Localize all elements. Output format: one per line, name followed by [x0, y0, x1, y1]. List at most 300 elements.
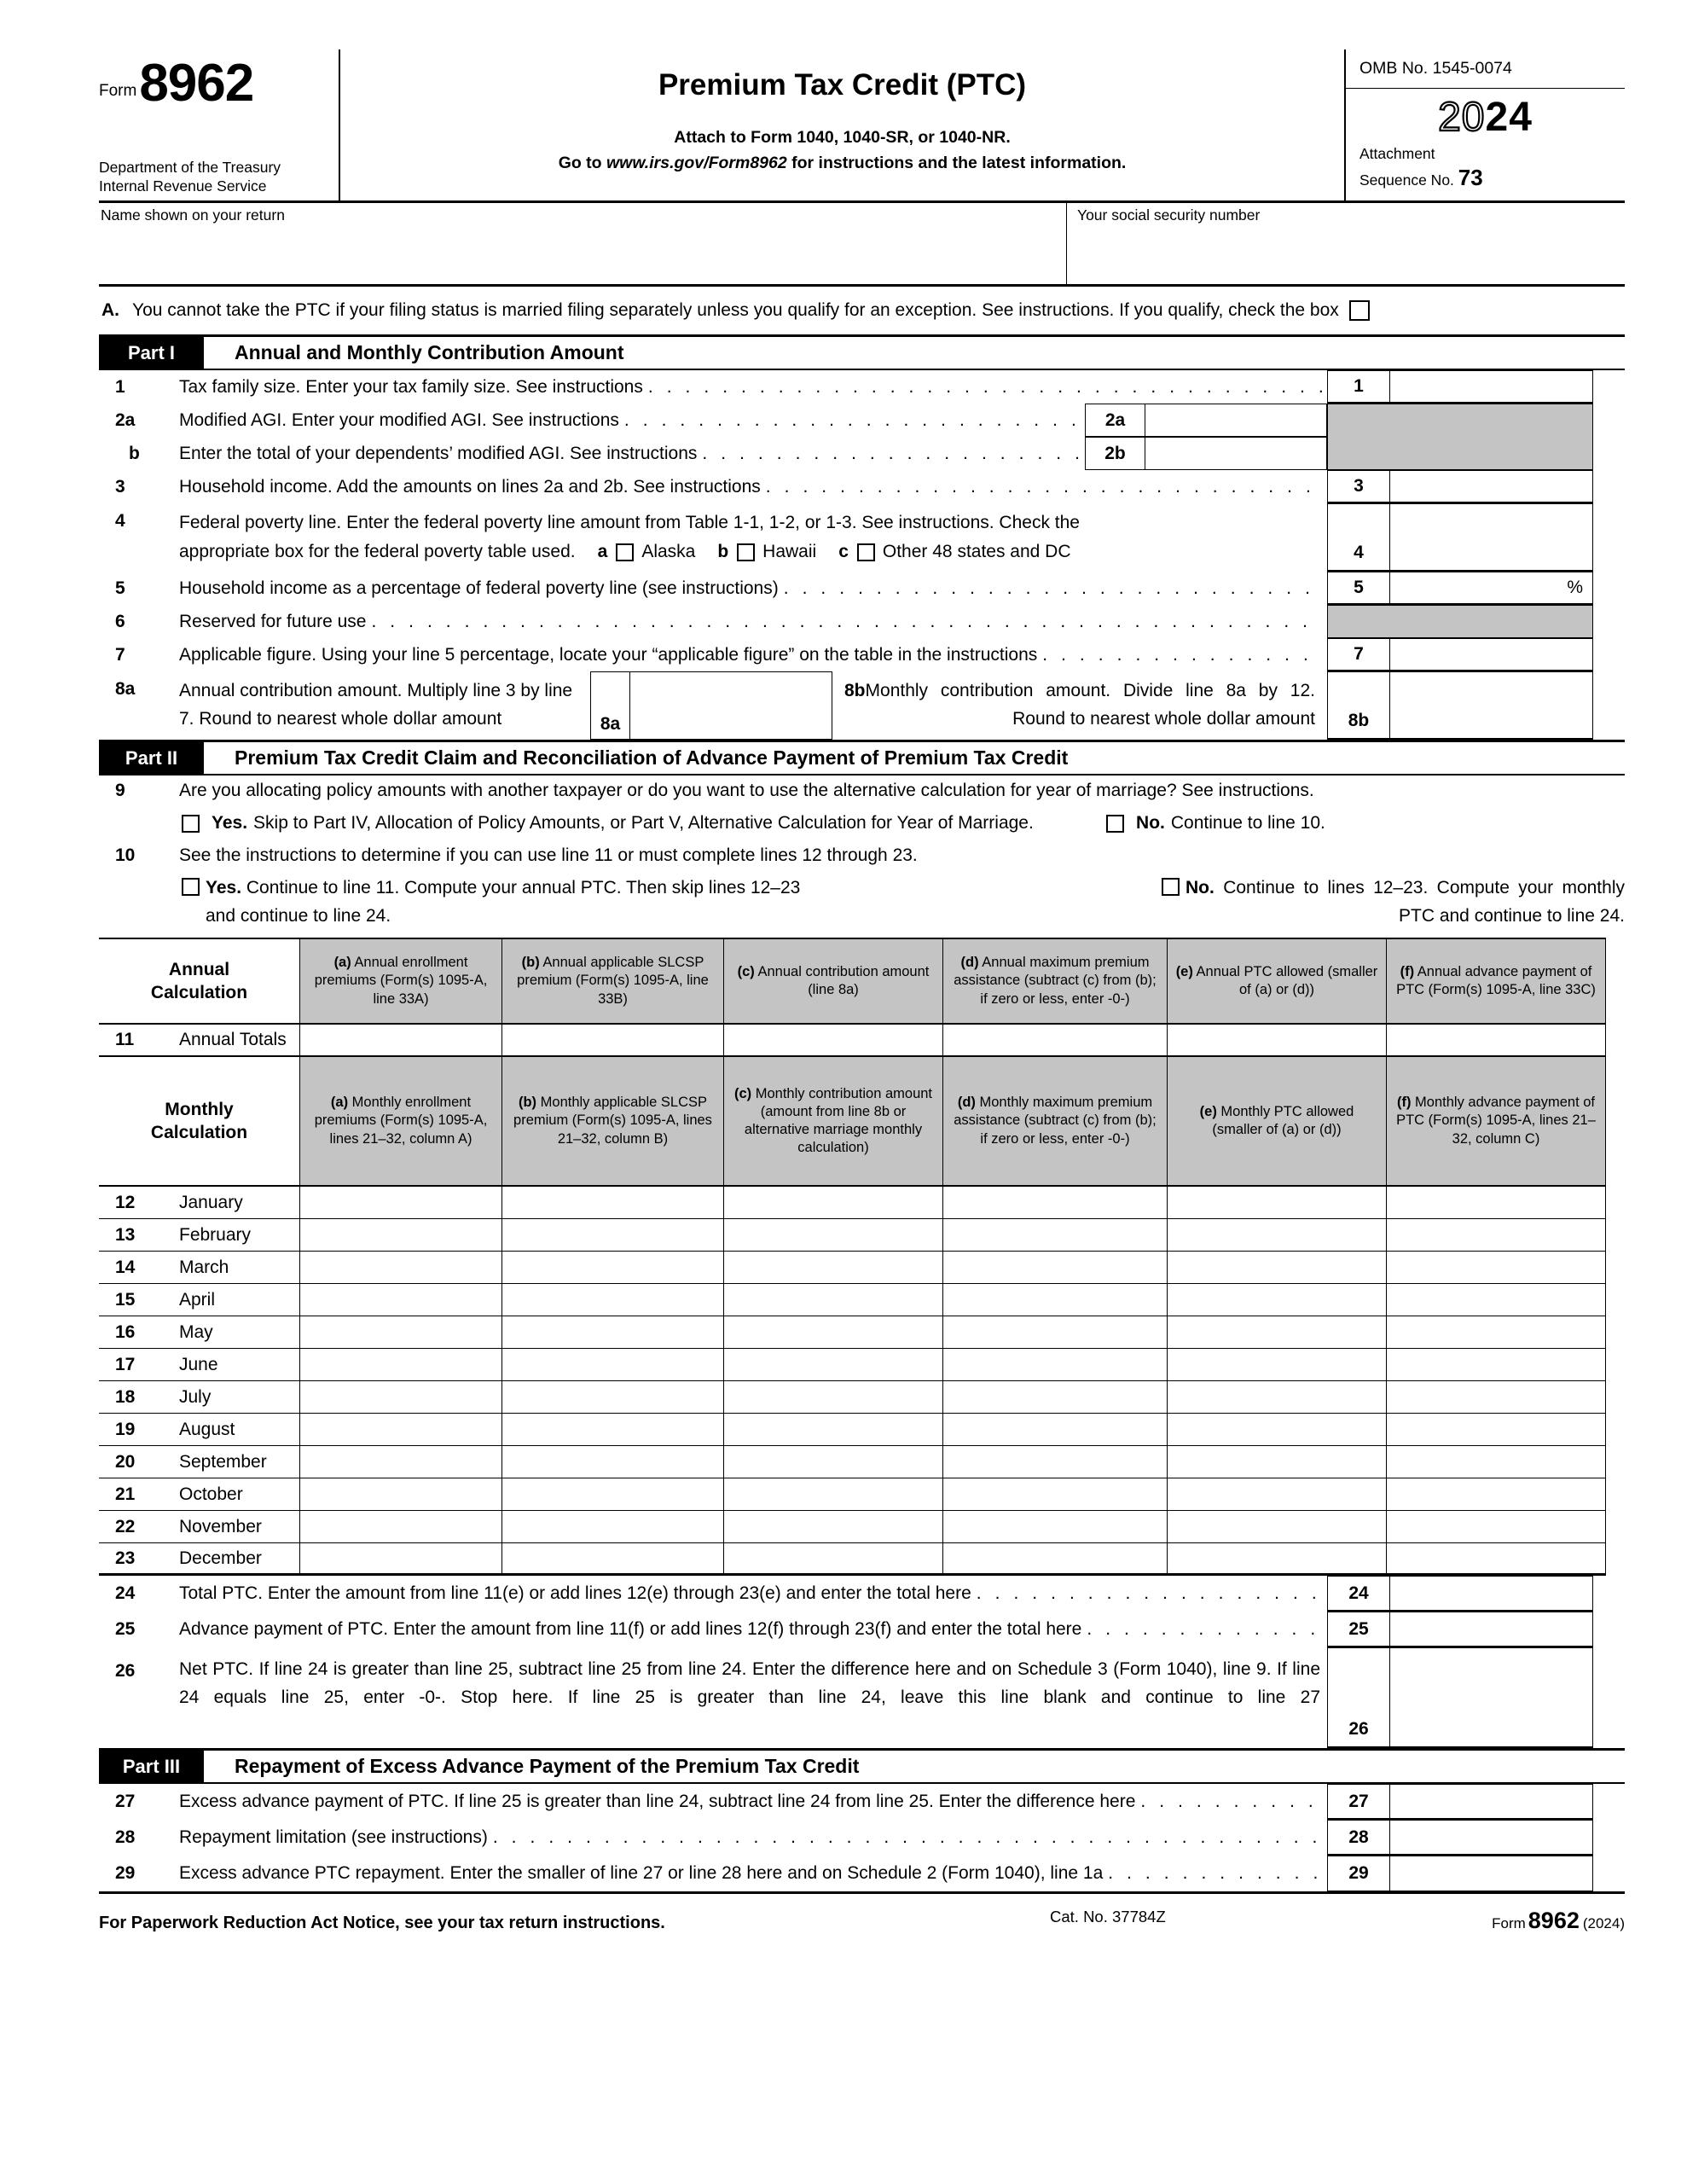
shaded-cell-6: [1327, 605, 1593, 638]
line-15b-entry[interactable]: [502, 1284, 724, 1316]
line-12d-entry[interactable]: [943, 1187, 1168, 1219]
line-15a-entry[interactable]: [300, 1284, 502, 1316]
month-row-october: 21 October: [99, 1478, 1606, 1511]
line10-no-group: [1162, 874, 1625, 930]
line-15e-entry[interactable]: [1168, 1284, 1387, 1316]
annual-header-row: [99, 939, 1606, 1025]
line-4-box: [1327, 503, 1593, 572]
line-25-entry[interactable]: [1390, 1612, 1592, 1646]
line-11a-entry[interactable]: [300, 1025, 502, 1057]
form-header: [99, 49, 1625, 203]
month-row-january: 12 January: [99, 1187, 1606, 1219]
line9-yes-label: Yes.: [212, 813, 248, 833]
line-8: [99, 671, 1625, 740]
line-2a-box-label: 2a: [1086, 404, 1145, 436]
line-29-box: [1327, 1856, 1593, 1891]
tax-year-outline: 20: [1438, 94, 1486, 140]
line-17d-entry[interactable]: [943, 1349, 1168, 1381]
annual-totals-label-cell: [99, 1025, 300, 1057]
annual-col-c-header: (c) Annual contribution amount (line 8a): [724, 939, 943, 1025]
attachment-sequence: [1346, 145, 1625, 191]
line10-yes-checkbox[interactable]: [182, 878, 200, 896]
line-27: [99, 1784, 1625, 1820]
line-22a-entry[interactable]: [300, 1511, 502, 1543]
line-18c-entry[interactable]: [724, 1381, 943, 1414]
line-25-text: Advance payment of PTC. Enter the amount from line 11(f) or add lines 12(f) through 23(f) and enter the total here: [179, 1619, 1082, 1639]
ssn-field-cell: [1066, 203, 1625, 284]
line-12e-entry[interactable]: [1168, 1187, 1387, 1219]
part2-label: Part II: [99, 742, 204, 774]
line-10: [99, 840, 1625, 871]
monthly-col-b-header: (b) Monthly applicable SLCSP premium (Form(s) 1095-A, lines 21–32, column B): [502, 1057, 724, 1187]
line-18d-entry[interactable]: [943, 1381, 1168, 1414]
line-20a-entry[interactable]: [300, 1446, 502, 1478]
name-label: Name shown on your return: [101, 206, 285, 224]
line-14b-entry[interactable]: [502, 1252, 724, 1284]
line9-yes-checkbox[interactable]: [182, 815, 200, 833]
line-21f-entry[interactable]: [1387, 1478, 1606, 1511]
line-9-text: Are you allocating policy amounts with another taxpayer or do you want to use the alternative calculation for year of marriage? See instructions.: [179, 781, 1314, 800]
footer-form-year: (2024): [1582, 1915, 1625, 1931]
line-11e-entry[interactable]: [1168, 1025, 1387, 1057]
line-18b-entry[interactable]: [502, 1381, 724, 1414]
annual-totals-row: [99, 1025, 1606, 1057]
hawaii-checkbox[interactable]: [737, 543, 755, 561]
part2-bar: [99, 740, 1625, 775]
line-23d-entry[interactable]: [943, 1543, 1168, 1576]
line-4: [99, 503, 1625, 572]
line-2b-number: b: [129, 443, 140, 463]
part1-bar: [99, 334, 1625, 370]
line-14f-entry[interactable]: [1387, 1252, 1606, 1284]
agency-line-2: Internal Revenue Service: [99, 177, 267, 195]
line-3-text: Household income. Add the amounts on lines 2a and 2b. See instructions: [179, 476, 761, 497]
line-20c-entry[interactable]: [724, 1446, 943, 1478]
monthly-col-a-header: (a) Monthly enrollment premiums (Form(s) 1095-A, lines 21–32, column A): [300, 1057, 502, 1187]
annual-col-f-header: (f) Annual advance payment of PTC (Form(s) 1095-A, line 33C): [1387, 939, 1606, 1025]
line-27-text: Excess advance payment of PTC. If line 25 is greater than line 24, subtract line 24 from line 25. Enter the difference here: [179, 1792, 1136, 1811]
line-14d-entry[interactable]: [943, 1252, 1168, 1284]
dotted-leader: [624, 410, 1080, 431]
line-9-options: [99, 806, 1625, 840]
dotted-leader: [702, 444, 1080, 464]
annual-col-a-header: (a) Annual enrollment premiums (Form(s) 1095-A, line 33A): [300, 939, 502, 1025]
line-3-box-label: 3: [1328, 471, 1390, 502]
attachment-number: 73: [1458, 164, 1483, 190]
line-12a-entry[interactable]: [300, 1187, 502, 1219]
line-24-text: Total PTC. Enter the amount from line 11(e) or add lines 12(e) through 23(e) and enter the total here: [179, 1583, 971, 1603]
irs-url: www.irs.gov/Form8962: [606, 154, 787, 172]
part3-bar: [99, 1748, 1625, 1784]
line-29-entry[interactable]: [1390, 1856, 1592, 1891]
line-29: [99, 1856, 1625, 1891]
line-14c-entry[interactable]: [724, 1252, 943, 1284]
notice-a-letter: A.: [101, 300, 119, 320]
line-7-entry[interactable]: [1390, 639, 1592, 670]
omb-number: OMB No. 1545-0074: [1346, 49, 1625, 89]
tax-year: [1346, 89, 1625, 145]
line-5-box-label: 5: [1328, 572, 1390, 603]
footer-form-id: [1492, 1908, 1625, 1934]
line-8a-number: 8a: [115, 679, 136, 699]
option-c-label: Other 48 states and DC: [882, 542, 1071, 562]
omb-block: [1344, 49, 1625, 200]
line-1-box: [1327, 370, 1593, 404]
form-word: Form: [99, 81, 137, 100]
line-8a-box-label: 8a: [591, 672, 630, 739]
line-8b-text: Monthly contribution amount. Divide line 8a by 12. Round to nearest whole dollar amount: [865, 681, 1315, 729]
line-20d-entry[interactable]: [943, 1446, 1168, 1478]
line-20b-entry[interactable]: [502, 1446, 724, 1478]
line-12c-entry[interactable]: [724, 1187, 943, 1219]
line-25-number: 25: [115, 1619, 136, 1639]
dotted-leader: [784, 578, 1322, 599]
line-14e-entry[interactable]: [1168, 1252, 1387, 1284]
part1-title: Annual and Monthly Contribution Amount: [235, 341, 624, 363]
line-23f-entry[interactable]: [1387, 1543, 1606, 1576]
agency-lines: [99, 158, 339, 201]
dotted-leader: [493, 1827, 1322, 1848]
monthly-col-d-header: (d) Monthly maximum premium assistance (subtract (c) from (b); if zero or less, enter -0-): [943, 1057, 1168, 1187]
line-16c-entry[interactable]: [724, 1316, 943, 1349]
line-25-box: [1327, 1612, 1593, 1647]
line-9-number: 9: [115, 781, 125, 800]
monthly-col-c-header: (c) Monthly contribution amount (amount from line 8b or alternative marriage monthly calculation): [724, 1057, 943, 1187]
part3-label: Part III: [99, 1751, 204, 1782]
line-6-text: Reserved for future use: [179, 611, 367, 631]
option-a-label: Alaska: [641, 542, 696, 562]
monthly-calculation-label: Monthly Calculation: [99, 1057, 300, 1187]
line-27-box-label: 27: [1328, 1785, 1390, 1818]
line-22f-entry[interactable]: [1387, 1511, 1606, 1543]
line-26: [99, 1647, 1625, 1748]
line-26-box-label: 26: [1328, 1648, 1390, 1746]
line10-no-text: No. Continue to lines 12–23. Compute your monthly PTC and continue to line 24.: [1186, 878, 1625, 926]
monthly-col-f-header: (f) Monthly advance payment of PTC (Form(s) 1095-A, lines 21–32, column C): [1387, 1057, 1606, 1187]
line10-no-checkbox[interactable]: [1162, 878, 1180, 896]
line-18f-entry[interactable]: [1387, 1381, 1606, 1414]
line-17e-entry[interactable]: [1168, 1349, 1387, 1381]
line-21e-entry[interactable]: [1168, 1478, 1387, 1511]
line-17f-entry[interactable]: [1387, 1349, 1606, 1381]
line-4-text-block: [179, 503, 1327, 572]
month-row-june: 17 June: [99, 1349, 1606, 1381]
line-7-number: 7: [115, 644, 125, 665]
line-16d-entry[interactable]: [943, 1316, 1168, 1349]
line-24-box-label: 24: [1328, 1577, 1390, 1610]
dotted-leader: [371, 612, 1322, 632]
line-17b-entry[interactable]: [502, 1349, 724, 1381]
name-field-cell: [99, 203, 1066, 284]
line10-no-label: No.: [1186, 878, 1215, 897]
line-19f-entry[interactable]: [1387, 1414, 1606, 1446]
line-13d-entry[interactable]: [943, 1219, 1168, 1252]
line-8b-text-block: [832, 677, 1327, 733]
line-2b-entry[interactable]: [1145, 438, 1326, 469]
line-24-number: 24: [115, 1583, 136, 1603]
line-3-entry[interactable]: [1390, 471, 1592, 502]
exception-checkbox[interactable]: [1349, 300, 1370, 321]
line-16e-entry[interactable]: [1168, 1316, 1387, 1349]
monthly-header-row: [99, 1057, 1606, 1187]
shaded-cell-2ab: [1327, 404, 1593, 470]
annual-col-e-header: (e) Annual PTC allowed (smaller of (a) or (d)): [1168, 939, 1387, 1025]
paperwork-notice: For Paperwork Reduction Act Notice, see your tax return instructions.: [99, 1914, 665, 1932]
line-11c-entry[interactable]: [724, 1025, 943, 1057]
line-23b-entry[interactable]: [502, 1543, 724, 1576]
line10-yes-text: Yes. Continue to line 11. Compute your annual PTC. Then skip lines 12–23 and continue to line 24.: [206, 878, 801, 926]
line10-yes-label: Yes.: [206, 878, 242, 897]
percent-sign: %: [1567, 578, 1583, 597]
line-20e-entry[interactable]: [1168, 1446, 1387, 1478]
line-28-text: Repayment limitation (see instructions): [179, 1827, 488, 1847]
goto-instruction: [559, 154, 1127, 173]
goto-suffix: for instructions and the latest information.: [786, 154, 1127, 172]
line-7: [99, 638, 1625, 671]
form-number: 8962: [139, 54, 254, 113]
option-a-letter: a: [597, 542, 608, 562]
dotted-leader: [188, 1717, 1023, 1732]
line-8b-box: [1327, 671, 1593, 740]
line-8b-entry[interactable]: [1390, 672, 1592, 738]
footer-form-number: 8962: [1528, 1908, 1580, 1933]
line-4-entry[interactable]: [1390, 504, 1592, 570]
line-19a-entry[interactable]: [300, 1414, 502, 1446]
line-23e-entry[interactable]: [1168, 1543, 1387, 1576]
annual-calculation-label: Annual Calculation: [99, 939, 300, 1025]
line-11f-entry[interactable]: [1387, 1025, 1606, 1057]
lines-2a-2b: [99, 404, 1625, 470]
month-row-september: 20 September: [99, 1446, 1606, 1478]
line-21c-entry[interactable]: [724, 1478, 943, 1511]
line-28: [99, 1820, 1625, 1856]
line-8a-box: [590, 671, 832, 740]
line-24-entry[interactable]: [1390, 1577, 1592, 1610]
dotted-leader: [766, 477, 1322, 497]
line-28-box-label: 28: [1328, 1821, 1390, 1854]
alaska-checkbox[interactable]: [616, 543, 634, 561]
line-29-box-label: 29: [1328, 1856, 1390, 1891]
line-6-number: 6: [115, 611, 125, 631]
monthly-col-e-header: (e) Monthly PTC allowed (smaller of (a) or (d)): [1168, 1057, 1387, 1187]
part3-title: Repayment of Excess Advance Payment of the Premium Tax Credit: [235, 1755, 860, 1777]
line-25: [99, 1612, 1625, 1647]
line-11d-entry[interactable]: [943, 1025, 1168, 1057]
annual-col-b-header: (b) Annual applicable SLCSP premium (Form(s) 1095-A, line 33B): [502, 939, 724, 1025]
line-16a-entry[interactable]: [300, 1316, 502, 1349]
line-29-number: 29: [115, 1863, 136, 1883]
line-7-text: Applicable figure. Using your line 5 percentage, locate your “applicable figure” on the table in the instructions: [179, 644, 1038, 665]
line-19e-entry[interactable]: [1168, 1414, 1387, 1446]
line9-no-checkbox[interactable]: [1106, 815, 1124, 833]
dotted-leader: [1087, 1619, 1322, 1640]
attachment-line-1: Attachment: [1359, 145, 1435, 162]
line-2a-entry[interactable]: [1145, 404, 1326, 436]
form-footer: [99, 1908, 1625, 1934]
line-1-number: 1: [115, 376, 125, 397]
line-26-text-block: [179, 1655, 1327, 1740]
line-25-box-label: 25: [1328, 1612, 1390, 1646]
line-24: [99, 1576, 1625, 1612]
line-10-text: See the instructions to determine if you can use line 11 or must complete lines 12 through 23.: [179, 845, 918, 865]
line-5-text: Household income as a percentage of federal poverty line (see instructions): [179, 578, 779, 598]
line9-no-label: No.: [1136, 813, 1165, 833]
line-23c-entry[interactable]: [724, 1543, 943, 1576]
form-id-block: [99, 49, 340, 200]
line-28-number: 28: [115, 1827, 136, 1847]
line-29-text: Excess advance PTC repayment. Enter the smaller of line 27 or line 28 here and on Schedule 2 (Form 1040), line 1a: [179, 1863, 1104, 1883]
line-27-entry[interactable]: [1390, 1785, 1592, 1818]
line-9: [99, 775, 1625, 806]
line9-no-text: Continue to line 10.: [1170, 813, 1325, 833]
line-10-number: 10: [115, 845, 136, 865]
tax-year-solid: 24: [1485, 94, 1533, 140]
month-row-july: 18 July: [99, 1381, 1606, 1414]
line-5-number: 5: [115, 578, 125, 598]
line-11-number: 11: [115, 1030, 135, 1049]
line-2a-box: [1085, 404, 1327, 437]
line-23a-entry[interactable]: [300, 1543, 502, 1576]
line-26-number: 26: [115, 1661, 136, 1681]
line-4-text-2: appropriate box for the federal poverty table used.: [179, 542, 576, 562]
ssn-label: Your social security number: [1077, 206, 1261, 224]
line-3: [99, 470, 1625, 503]
month-row-april: 15 April: [99, 1284, 1606, 1316]
option-b-label: Hawaii: [762, 542, 817, 562]
form-number-block: [99, 54, 339, 113]
line-19d-entry[interactable]: [943, 1414, 1168, 1446]
line-21a-entry[interactable]: [300, 1478, 502, 1511]
bottom-rule: [99, 1891, 1625, 1894]
option-b-letter: b: [717, 542, 729, 562]
notice-a-text: You cannot take the PTC if your filing status is married filing separately unless you qualify for an exception. See instructions. If you qualify, check the box: [132, 300, 1339, 320]
line-3-number: 3: [115, 476, 125, 497]
other-48-states-checkbox[interactable]: [857, 543, 875, 561]
line-11-label: Annual Totals: [179, 1030, 287, 1049]
line-26-entry[interactable]: [1390, 1648, 1592, 1746]
catalog-number: Cat. No. 37784Z: [1050, 1908, 1166, 1926]
line9-yes-text: Skip to Part IV, Allocation of Policy Amounts, or Part V, Alternative Calculation for Year of Marriage.: [253, 813, 1034, 833]
notice-a-row: [99, 287, 1625, 334]
dotted-leader: [1140, 1792, 1322, 1812]
line-19c-entry[interactable]: [724, 1414, 943, 1446]
goto-prefix: Go to: [558, 154, 607, 172]
line-10-options: [99, 871, 1625, 938]
line-2b-box-label: 2b: [1086, 438, 1145, 469]
part2-title: Premium Tax Credit Claim and Reconciliation of Advance Payment of Premium Tax Credit: [235, 746, 1069, 769]
line-27-box: [1327, 1784, 1593, 1820]
line-4-options: [179, 542, 1327, 562]
dotted-leader: [977, 1583, 1322, 1604]
line-5-entry[interactable]: [1390, 572, 1592, 603]
line-6: [99, 605, 1625, 638]
name-input[interactable]: [101, 224, 1066, 274]
attachment-line-2: Sequence No.: [1359, 171, 1454, 189]
line-18e-entry[interactable]: [1168, 1381, 1387, 1414]
line-14a-entry[interactable]: [300, 1252, 502, 1284]
attach-instruction: Attach to Form 1040, 1040-SR, or 1040-NR.: [674, 128, 1011, 147]
line-27-number: 27: [115, 1792, 136, 1811]
line-7-box: [1327, 638, 1593, 671]
line-4-text-1: Federal poverty line. Enter the federal poverty line amount from Table 1-1, 1-2, or 1-3. See instructions. Check the: [179, 512, 1080, 532]
line-13f-entry[interactable]: [1387, 1219, 1606, 1252]
identity-row: [99, 203, 1625, 287]
line-22e-entry[interactable]: [1168, 1511, 1387, 1543]
line-1-entry[interactable]: [1390, 371, 1592, 402]
line-16f-entry[interactable]: [1387, 1316, 1606, 1349]
option-c-letter: c: [838, 542, 849, 562]
line-15f-entry[interactable]: [1387, 1284, 1606, 1316]
line-18a-entry[interactable]: [300, 1381, 502, 1414]
calculation-table: [99, 938, 1606, 1576]
line-8a-entry[interactable]: [630, 672, 832, 739]
line-2a-number: 2a: [115, 410, 136, 430]
line-1-text: Tax family size. Enter your tax family size. See instructions: [179, 376, 643, 397]
line-28-box: [1327, 1820, 1593, 1856]
line-13e-entry[interactable]: [1168, 1219, 1387, 1252]
line-16b-entry[interactable]: [502, 1316, 724, 1349]
annual-col-d-header: (d) Annual maximum premium assistance (subtract (c) from (b); if zero or less, enter -0-): [943, 939, 1168, 1025]
line-20f-entry[interactable]: [1387, 1446, 1606, 1478]
dotted-leader: [1108, 1863, 1322, 1884]
line-1-box-label: 1: [1328, 371, 1390, 402]
line10-yes-group: [99, 874, 807, 930]
line-2a-text: Modified AGI. Enter your modified AGI. See instructions: [179, 410, 619, 430]
agency-line-1: Department of the Treasury: [99, 158, 281, 176]
line-26-text: Net PTC. If line 24 is greater than line 25, subtract line 25 from line 24. Enter the difference here and on Schedule 3 (Form 1040), line 9. If line 24 equals line 25, enter -0-. Stop here. If line 25 is greater than line 24, leave this line blank and continue to line 27: [179, 1659, 1320, 1708]
line-12f-entry[interactable]: [1387, 1187, 1606, 1219]
line-1: [99, 370, 1625, 404]
dotted-leader: [1042, 645, 1322, 665]
line-15d-entry[interactable]: [943, 1284, 1168, 1316]
line-22b-entry[interactable]: [502, 1511, 724, 1543]
line-13c-entry[interactable]: [724, 1219, 943, 1252]
line-26-box: [1327, 1647, 1593, 1748]
line-21d-entry[interactable]: [943, 1478, 1168, 1511]
form-title-block: [340, 49, 1344, 200]
line-8b-box-label: 8b: [1328, 672, 1390, 738]
line-8b-number: 8b: [844, 681, 866, 701]
line-4-box-label: 4: [1328, 504, 1390, 570]
ssn-input[interactable]: [1077, 224, 1625, 274]
month-row-december: 23 December: [99, 1543, 1606, 1576]
month-row-may: 16 May: [99, 1316, 1606, 1349]
form-title: Premium Tax Credit (PTC): [658, 68, 1027, 102]
line-17a-entry[interactable]: [300, 1349, 502, 1381]
line-13a-entry[interactable]: [300, 1219, 502, 1252]
line-11b-entry[interactable]: [502, 1025, 724, 1057]
line-5-box: [1327, 572, 1593, 605]
line-4-number: 4: [115, 511, 125, 531]
line-12b-entry[interactable]: [502, 1187, 724, 1219]
line-7-box-label: 7: [1328, 639, 1390, 670]
line-15c-entry[interactable]: [724, 1284, 943, 1316]
line-28-entry[interactable]: [1390, 1821, 1592, 1854]
line-19b-entry[interactable]: [502, 1414, 724, 1446]
line-21b-entry[interactable]: [502, 1478, 724, 1511]
line-17c-entry[interactable]: [724, 1349, 943, 1381]
line-5: [99, 572, 1625, 605]
line-22c-entry[interactable]: [724, 1511, 943, 1543]
dotted-leader: [648, 377, 1322, 398]
line-22d-entry[interactable]: [943, 1511, 1168, 1543]
line-13b-entry[interactable]: [502, 1219, 724, 1252]
line-2b-text: Enter the total of your dependents’ modified AGI. See instructions: [179, 443, 698, 463]
month-row-november: 22 November: [99, 1511, 1606, 1543]
month-row-february: 13 February: [99, 1219, 1606, 1252]
footer-form-word: Form: [1492, 1915, 1526, 1931]
month-row-march: 14 March: [99, 1252, 1606, 1284]
